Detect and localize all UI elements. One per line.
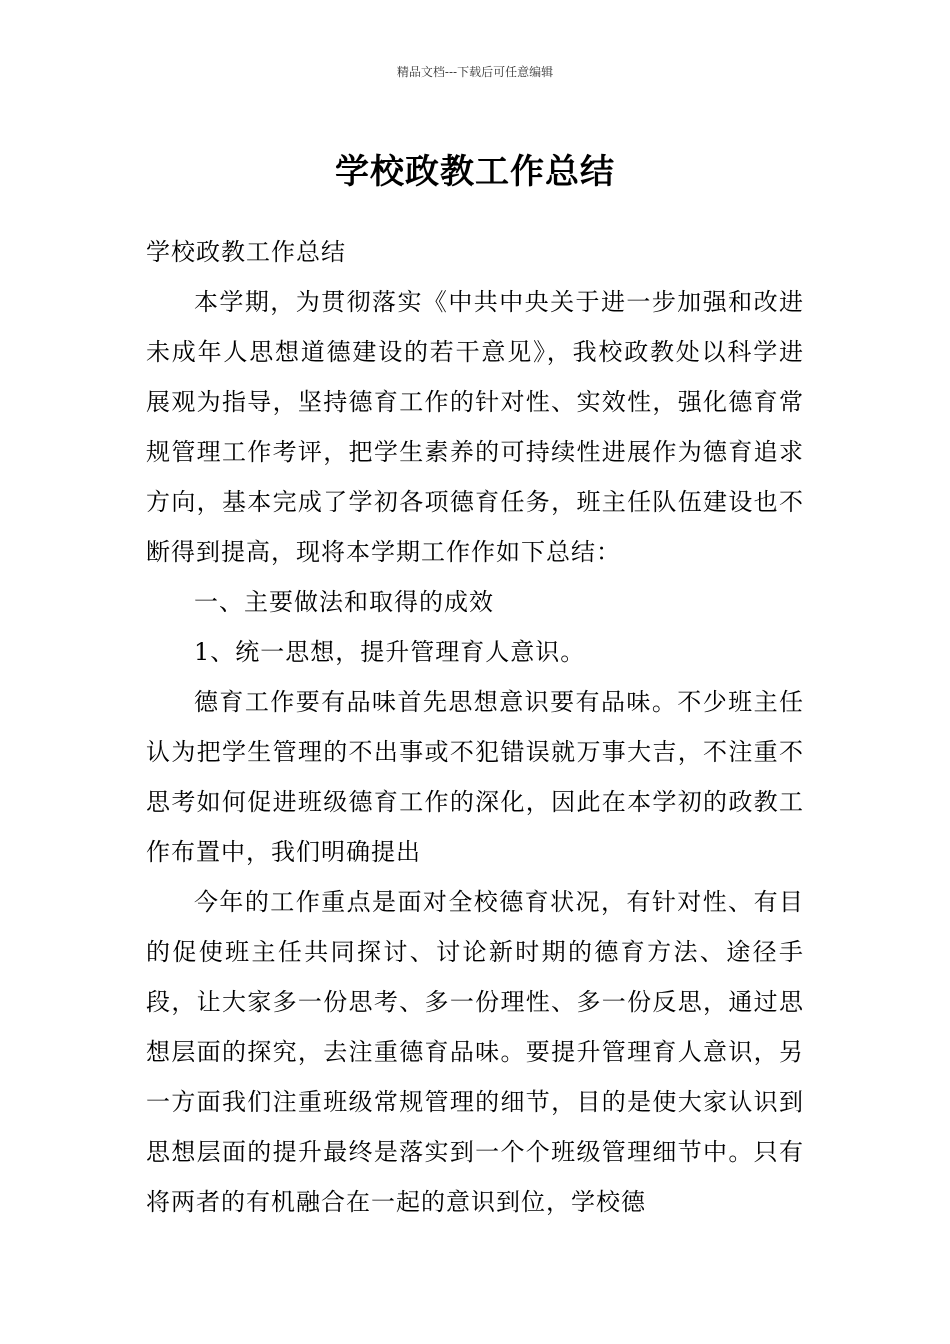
body-paragraph-work-focus: 今年的工作重点是面对全校德育状况，有针对性、有目的促使班主任共同探讨、讨论新时期的德育方法、途径手段，让大家多一份思考、多一份理性、多一份反思，通过思想层面的探究，去注重德育品味。要提升管理育人意识，另一方面我们注重班级常规管理的细节，目的是使大家认识到思想层面的提升最终是落实到一个个班级管理细节中。只有将两者的有机融合在一起的意识到位，学校德	[146, 888, 804, 1216]
body-heading: 学校政教工作总结	[146, 238, 346, 266]
section-heading-main-practices: 一、主要做法和取得的成效	[194, 588, 494, 616]
body-paragraph-intro: 本学期，为贯彻落实《中共中央关于进一步加强和改进未成年人思想道德建设的若干意见》，我校政教处以科学进展观为指导，坚持德育工作的针对性、实效性，强化德育常规管理工作考评，把学生素养的可持续性进展作为德育追求方向，基本完成了学初各项德育任务，班主任队伍建设也不断得到提高，现将本学期工作作如下总结：	[146, 288, 804, 566]
document-title: 学校政教工作总结	[335, 151, 615, 192]
document-body	[146, 227, 804, 1227]
subsection-heading-unify-thinking: 1、统一思想，提升管理育人意识。	[194, 638, 586, 666]
body-paragraph-moral-education: 德育工作要有品味首先思想意识要有品味。不少班主任认为把学生管理的不出事或不犯错误就万事大吉，不注重不思考如何促进班级德育工作的深化，因此在本学初的政教工作布置中，我们明确提出	[146, 688, 804, 866]
page-header-note: 精品文档---下载后可任意编辑	[396, 65, 554, 79]
